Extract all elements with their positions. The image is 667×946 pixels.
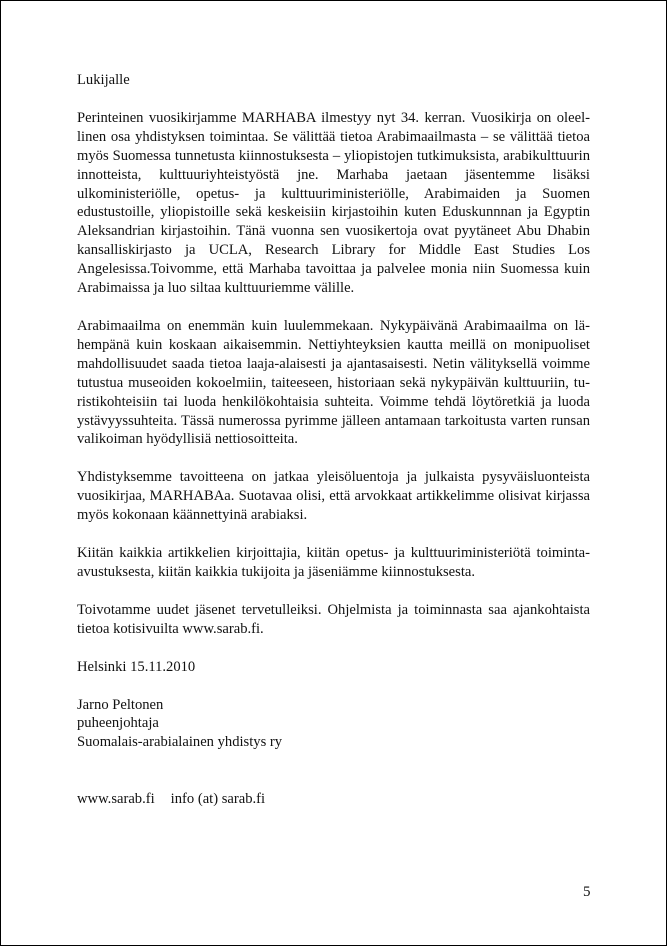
- paragraph-thanks: Kiitän kaikkia artikkelien kirjoittajia, kiitän opetus- ja kulttuuriministeriötä toimintaavustuksesta, kiitän kaikkia tukijoita ja jäseniämme kiinnostuksesta.: [77, 545, 590, 580]
- organization-name: Suomalais-arabialainen yhdistys ry: [77, 734, 283, 751]
- paragraph-arab-world: Arabimaailma on enemmän kuin luulemmekaan. Nykypäivänä Arabimaailma on lähempänä kuin koskaan aikaisemmin. Nettiyhteyksien kautta meillä on monipuoliset mahdollisuudet saada tietoa laaja-alaisesti ja ajantasaisesti. Netin välityksellä voimme tutustua museoiden kokoelmiin, taiteeseen, historiaan sekä nykypäivän kulttuuriin, turistikohteisiin tai luoda henkilökohtaisia suhteita. Voimme tehdä löytöretkiä ja luoda ystävyyssuhteita. Tässä numerossa pyrimme jälleen antamaan tarkoitusta varten runsan valikoiman hyödyllisiä nettiosoitteita.: [77, 317, 590, 448]
- letter-body: [77, 71, 590, 809]
- place-date: Helsinki 15.11.2010: [77, 658, 196, 675]
- signer-name: Jarno Peltonen: [77, 696, 164, 713]
- paragraph-welcome: Toivotamme uudet jäsenet tervetulleiksi. Ohjelmista ja toiminnasta saa ajankohtaista tietoa kotisivuilta www.sarab.fi.: [77, 601, 590, 637]
- signer-title: puheenjohtaja: [77, 715, 159, 732]
- paragraph-goals: Yhdistyksemme tavoitteena on jatkaa yleisöluentoja ja julkaista pysyväisluonteista vuosikirjaa, MARHABAa. Suotavaa olisi, että arvokkaat artikkelimme olisivat kirjassa myös kokonaan käännettyinä arabiaksi.: [77, 469, 590, 524]
- salutation: Lukijalle: [77, 72, 130, 88]
- website-link[interactable]: www.sarab.fi: [77, 791, 155, 808]
- signature-block: [77, 696, 590, 753]
- contact-line: [77, 790, 590, 809]
- email-address: info (at) sarab.fi: [170, 791, 266, 808]
- paragraph-intro: Perinteinen vuosikirjamme MARHABA ilmestyy nyt 34. kerran. Vuosikirja on oleellinen osa yhdistyksen toimintaa. Se välittää tietoa Arabimaailmasta – se välittää tietoa myös Suomessa tunnetusta kiinnostuksesta – yliopistojen tutkimuksista, arabikulttuurin innotteista, kulttuuriyhteistyöstä jne. Marhaba jaetaan jäsentemme lisäksi ulkoministeriölle, opetus- ja kulttuuriministeriölle, Arabimaiden ja Suomen edustustoille, yliopistoille sekä keskeisiin kirjastoihin kuten Eduskunnnan ja Egyptin Aleksandrian kirjastoihin. Tänä vuonna sen vuosikertoja ovat pyytäneet Abu Dhabin kansalliskirjasto ja UCLA, Research Library for Middle East Studies Los Angelesissa.Toivomme, että Marhaba tavoittaa ja palvelee monia niin Suomessa kuin Arabimaissa ja luo siltaa kulttuuriemme välille.: [77, 109, 590, 297]
- page-number: 5: [583, 884, 591, 900]
